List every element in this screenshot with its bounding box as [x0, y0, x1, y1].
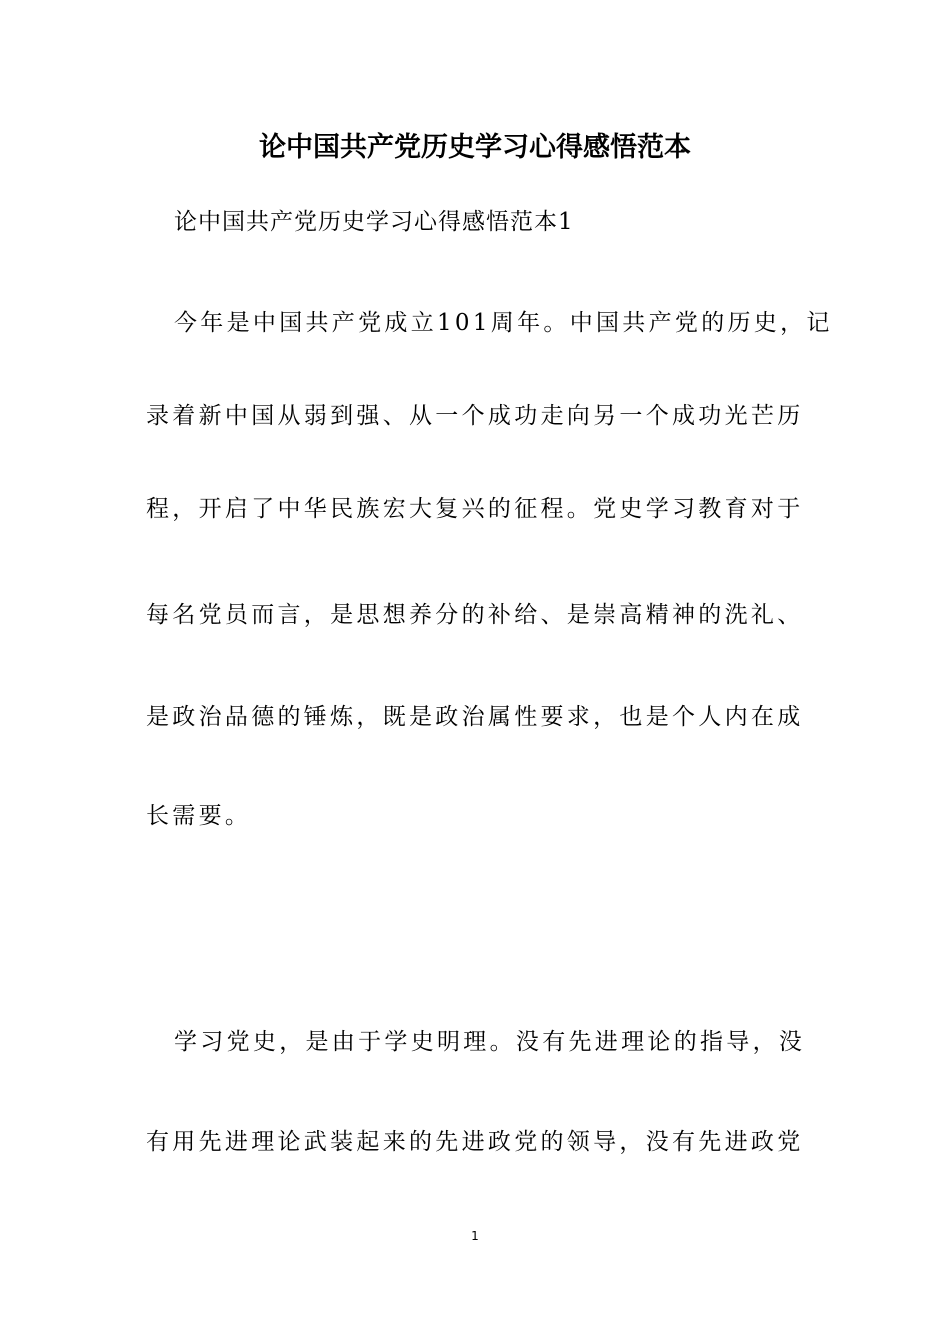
- paragraph-1-line: 每名党员而言，是思想养分的补给、是崇高精神的洗礼、: [146, 602, 804, 628]
- paragraph-1-line: 是政治品德的锤炼，既是政治属性要求，也是个人内在成: [146, 704, 804, 730]
- paragraph-1-line: 录着新中国从弱到强、从一个成功走向另一个成功光芒历: [146, 403, 804, 429]
- page-number: 1: [471, 1229, 479, 1243]
- document-title: 论中国共产党历史学习心得感悟范本: [259, 132, 691, 163]
- paragraph-1-line: 今年是中国共产党成立101周年。中国共产党的历史，记: [174, 310, 833, 336]
- paragraph-2-line: 有用先进理论武装起来的先进政党的领导，没有先进政党: [146, 1129, 804, 1155]
- paragraph-1-line: 程，开启了中华民族宏大复兴的征程。党史学习教育对于: [146, 496, 804, 522]
- paragraph-1-line: 长需要。: [146, 803, 252, 829]
- paragraph-2-line: 学习党史，是由于学史明理。没有先进理论的指导，没: [174, 1029, 806, 1055]
- document-subtitle: 论中国共产党历史学习心得感悟范本1: [174, 209, 574, 235]
